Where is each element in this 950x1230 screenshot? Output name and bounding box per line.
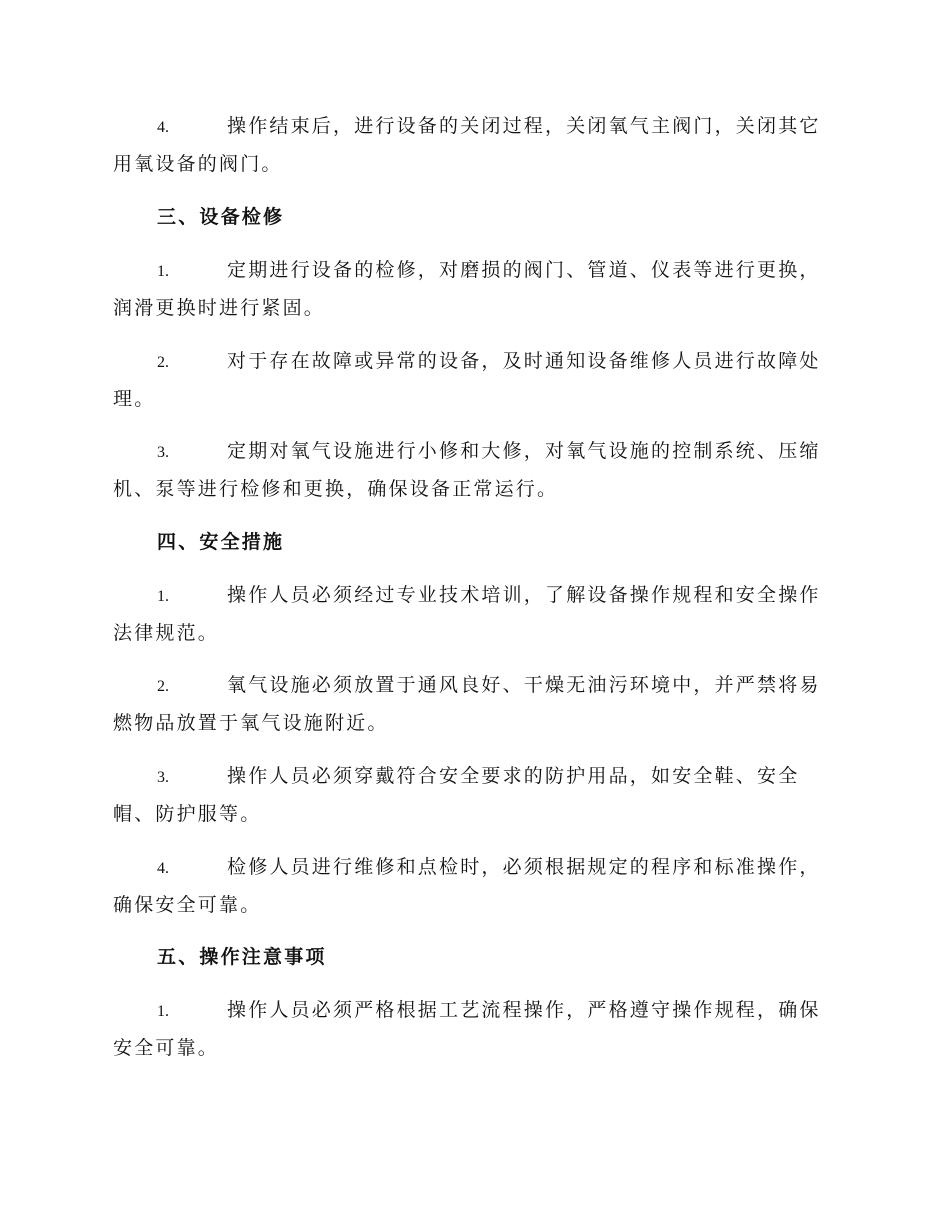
list-item [113, 667, 833, 742]
item-number: 1. [157, 588, 169, 605]
list-item [113, 343, 833, 418]
item-text-continued: 法律规范。 [113, 622, 220, 644]
item-number: 4. [157, 860, 169, 877]
list-item [113, 849, 833, 924]
item-text-continued: 燃物品放置于氧气设施附近。 [113, 712, 389, 734]
item-number: 1. [157, 263, 169, 280]
item-text-continued: 安全可靠。 [113, 1037, 220, 1059]
item-number: 3. [157, 444, 169, 461]
item-text: 操作人员必须穿戴符合安全要求的防护用品，如安全鞋、安全 [227, 765, 800, 787]
list-item [113, 108, 833, 183]
item-text-continued: 用氧设备的阀门。 [113, 153, 283, 175]
item-text-continued: 确保安全可靠。 [113, 894, 262, 916]
list-item [113, 252, 833, 327]
item-number: 2. [157, 354, 169, 371]
item-text-continued: 帽、防护服等。 [113, 803, 262, 825]
item-number: 1. [157, 1003, 169, 1020]
item-text: 检修人员进行维修和点检时，必须根据规定的程序和标准操作， [227, 856, 821, 878]
list-item [113, 577, 833, 652]
list-item [113, 758, 833, 833]
section-heading: 四、安全措施 [157, 531, 285, 553]
item-text: 操作人员必须严格根据工艺流程操作，严格遵守操作规程，确保 [227, 999, 821, 1021]
item-text: 氧气设施必须放置于通风良好、干燥无油污环境中，并严禁将易 [227, 674, 821, 696]
section-heading: 三、设备检修 [157, 206, 285, 228]
item-text: 操作结束后，进行设备的关闭过程，关闭氧气主阀门，关闭其它 [227, 115, 821, 137]
item-text-continued: 机、泵等进行检修和更换，确保设备正常运行。 [113, 478, 559, 500]
item-number: 3. [157, 769, 169, 786]
item-text: 定期进行设备的检修，对磨损的阀门、管道、仪表等进行更换， [227, 259, 821, 281]
item-number: 2. [157, 678, 169, 695]
item-text: 定期对氧气设施进行小修和大修，对氧气设施的控制系统、压缩 [227, 440, 821, 462]
item-text-continued: 理。 [113, 388, 156, 410]
item-text: 对于存在故障或异常的设备，及时通知设备维修人员进行故障处 [227, 350, 821, 372]
item-text-continued: 润滑更换时进行紧固。 [113, 297, 326, 319]
list-item [113, 992, 833, 1067]
list-item [113, 433, 833, 508]
item-text: 操作人员必须经过专业技术培训，了解设备操作规程和安全操作 [227, 584, 821, 606]
section-heading: 五、操作注意事项 [157, 946, 327, 968]
item-number: 4. [157, 119, 169, 136]
